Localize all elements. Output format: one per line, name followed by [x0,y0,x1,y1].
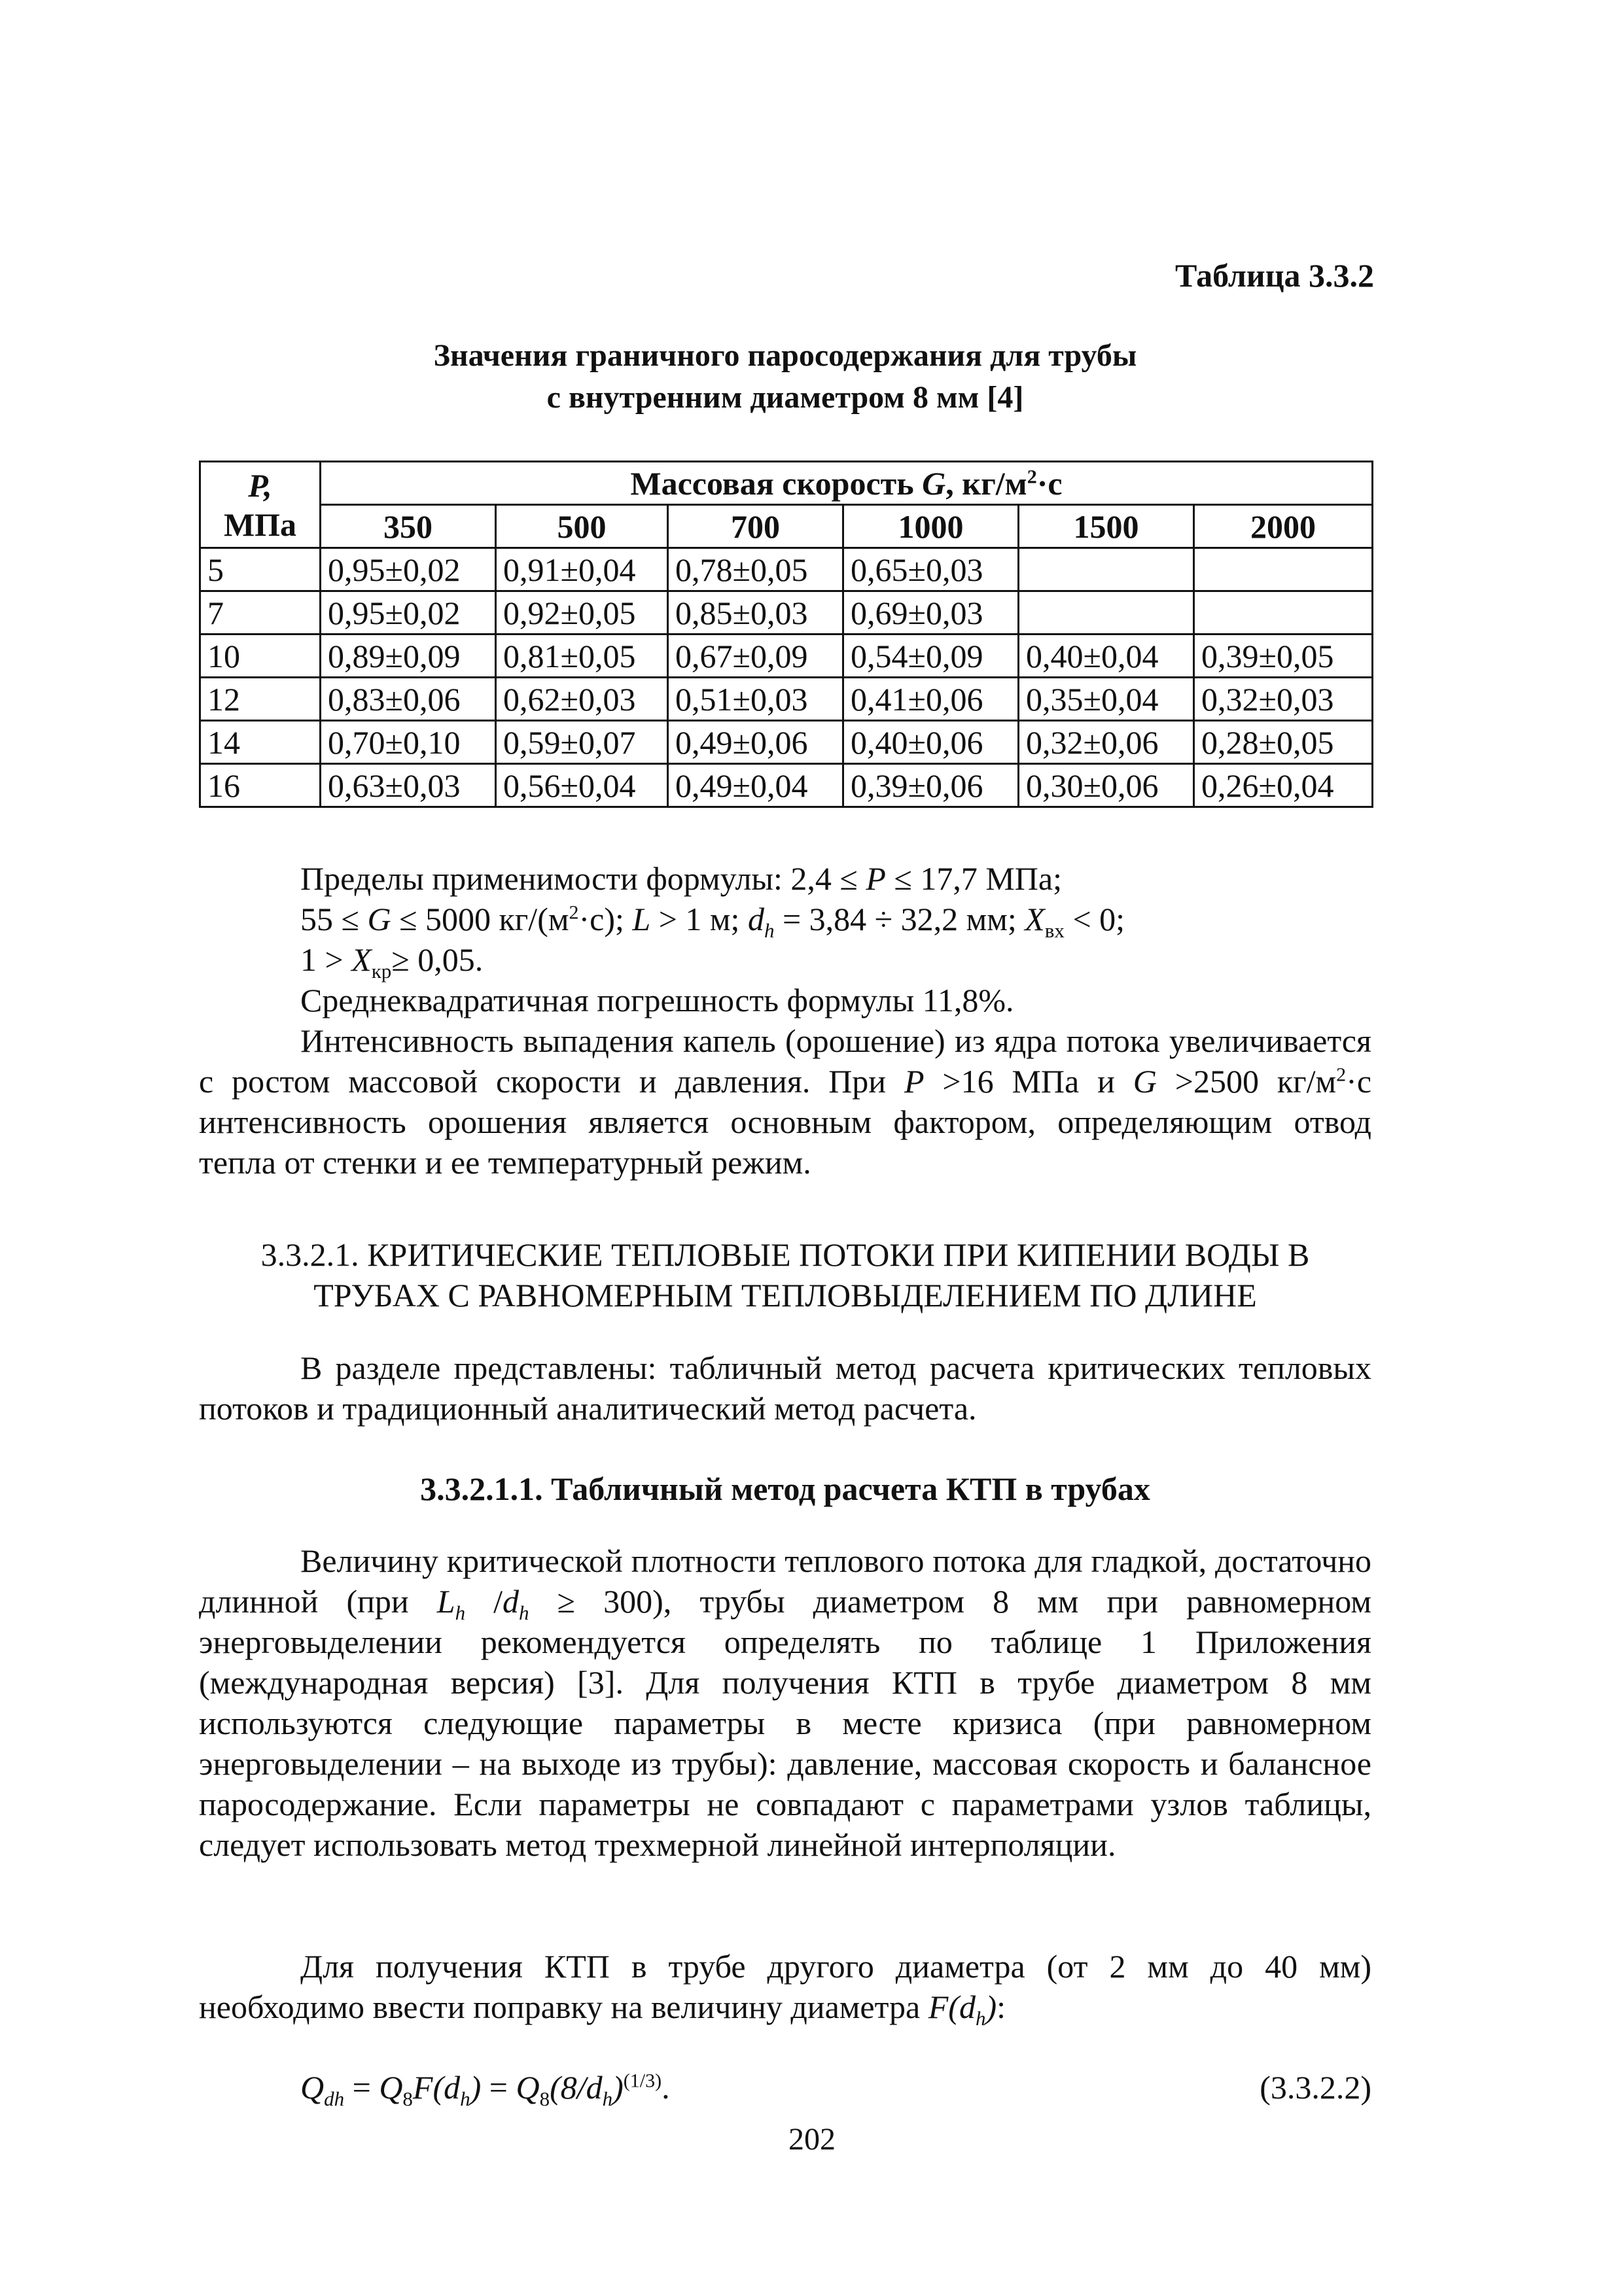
limits-line-1: Пределы применимости формулы: 2,4 ≤ P ≤ 17,7 МПа; [300,860,1062,897]
value-cell: 0,30±0,06 [1019,764,1194,807]
value-cell: 0,39±0,05 [1194,635,1373,678]
critical-quality-table [199,461,1373,808]
limits-line-3: $1 > X_{кр}\ge 0,05$. [300,941,484,983]
value-cell: 0,40±0,06 [843,721,1019,764]
caption-line-2: с внутренним диаметром 8 мм [4] [546,380,1024,415]
value-cell: 0,41±0,06 [843,678,1019,721]
column-header: 1000 [843,505,1019,548]
table-row [200,548,1373,591]
value-cell: 0,67±0,09 [668,635,843,678]
value-cell: 0,40±0,04 [1019,635,1194,678]
pressure-symbol: P, [248,466,272,504]
formula-number: (3.3.2.2) [1260,2069,1371,2106]
value-cell: 0,39±0,06 [843,764,1019,807]
table-row [200,721,1373,764]
pressure-header [200,462,321,548]
value-cell: 0,49±0,04 [668,764,843,807]
mass-velocity-header: Массовая скорость G, $кг/м^2\cdot с$ [321,462,1373,505]
value-cell: 0,81±0,05 [496,635,668,678]
value-cell [1019,548,1194,591]
column-header: 350 [321,505,496,548]
pressure-cell: 12 [200,678,321,721]
value-cell: 0,92±0,05 [496,591,668,635]
table-label: Таблица 3.3.2 [1174,257,1374,294]
value-cell: 0,32±0,06 [1019,721,1194,764]
pressure-cell: 5 [200,548,321,591]
value-cell [1019,591,1194,635]
value-cell: 0,85±0,03 [668,591,843,635]
value-cell: 0,28±0,05 [1194,721,1373,764]
column-header: 500 [496,505,668,548]
caption-line-1: Значения граничного паросодержания для трубы [433,338,1137,373]
intensity-paragraph: Интенсивность выпадения капель (орошение) из ядра потока увеличивается с ростом массовой скорости и давления. При P >16 МПа и G >2500 $кг/м^2\cdot с$ интенсивность орошения является основным фактором, определяющим отвод тепла от стенки и ее температурный режим. [199,1022,1372,1181]
value-cell: 0,95±0,02 [321,591,496,635]
column-header: 2000 [1194,505,1373,548]
pressure-cell: 10 [200,635,321,678]
table-row [200,635,1373,678]
pressure-cell: 16 [200,764,321,807]
pressure-cell: 7 [200,591,321,635]
value-cell: 0,49±0,06 [668,721,843,764]
value-cell: 0,35±0,04 [1019,678,1194,721]
value-cell: 0,70±0,10 [321,721,496,764]
table-method-paragraph: Величину критической плотности теплового потока для гладкой, достаточно длинной (при $L_h$ $/d_h \ge 300$), трубы диаметром 8 мм при равномерном энерговыделении рекомендуется определять по таблице 1 Приложения (международная версия) [3]. Для получения КТП в трубе диаметром 8 мм используются следующие параметры в месте кризиса (при равномерном энерговыделении – на выходе из трубы): давление, массовая скорость и балансное паросодержание. Если параметры не совпадают с параметрами узлов таблицы, следует использовать метод трехмерной линейной интерполяции. [199,1542,1371,1863]
value-cell: 0,83±0,06 [321,678,496,721]
table-header-row [200,462,1373,505]
value-cell: 0,56±0,04 [496,764,668,807]
column-header-row [200,505,1373,548]
formula-3-3-2-2: $Q_{dh} = Q_8F(d_h) = Q_8(8/d_h)^{(1/3)}$. [300,2069,670,2110]
value-cell: 0,32±0,03 [1194,678,1373,721]
page-number: 202 [788,2122,836,2157]
value-cell: 0,65±0,03 [843,548,1019,591]
subsection-title: 3.3.2.1.1. Табличный метод расчета КТП в трубах [420,1470,1150,1507]
value-cell: 0,63±0,03 [321,764,496,807]
value-cell: 0,54±0,09 [843,635,1019,678]
pressure-unit: МПа [223,506,297,543]
limits-line-2: 55 ≤ G ≤ 5000 $кг/(м^2\cdot с)$; L > 1 м; $d_h = 3,84 \div 32,2$ мм; $X_{вх} < 0$; [300,901,1125,942]
column-header: 700 [668,505,843,548]
value-cell [1194,548,1373,591]
rms-error-line: Среднеквадратичная погрешность формулы 11,8%. [300,982,1014,1018]
value-cell: 0,78±0,05 [668,548,843,591]
table-row [200,764,1373,807]
column-header: 1500 [1019,505,1194,548]
value-cell: 0,51±0,03 [668,678,843,721]
formula-limits [300,858,1125,1020]
section-intro-paragraph: В разделе представлены: табличный метод расчета критических тепловых потоков и традиционный аналитический метод расчета. [199,1349,1371,1427]
value-cell: 0,26±0,04 [1194,764,1373,807]
diameter-correction-paragraph: Для получения КТП в трубе другого диаметра (от 2 мм до 40 мм) необходимо ввести поправку на величину диаметра $F(d_h)$: [199,1948,1371,2030]
value-cell: 0,91±0,04 [496,548,668,591]
section-title: 3.3.2.1. КРИТИЧЕСКИЕ ТЕПЛОВЫЕ ПОТОКИ ПРИ КИПЕНИИ ВОДЫ В ТРУБАХ С РАВНОМЕРНЫМ ТЕПЛОВЫДЕЛЕНИЕМ ПО ДЛИНЕ [260,1236,1310,1313]
table-row [200,591,1373,635]
table-row [200,678,1373,721]
pressure-cell: 14 [200,721,321,764]
value-cell [1194,591,1373,635]
value-cell: 0,59±0,07 [496,721,668,764]
value-cell: 0,89±0,09 [321,635,496,678]
table-caption [196,335,1374,419]
value-cell: 0,69±0,03 [843,591,1019,635]
value-cell: 0,95±0,02 [321,548,496,591]
value-cell: 0,62±0,03 [496,678,668,721]
table-body [200,548,1373,807]
